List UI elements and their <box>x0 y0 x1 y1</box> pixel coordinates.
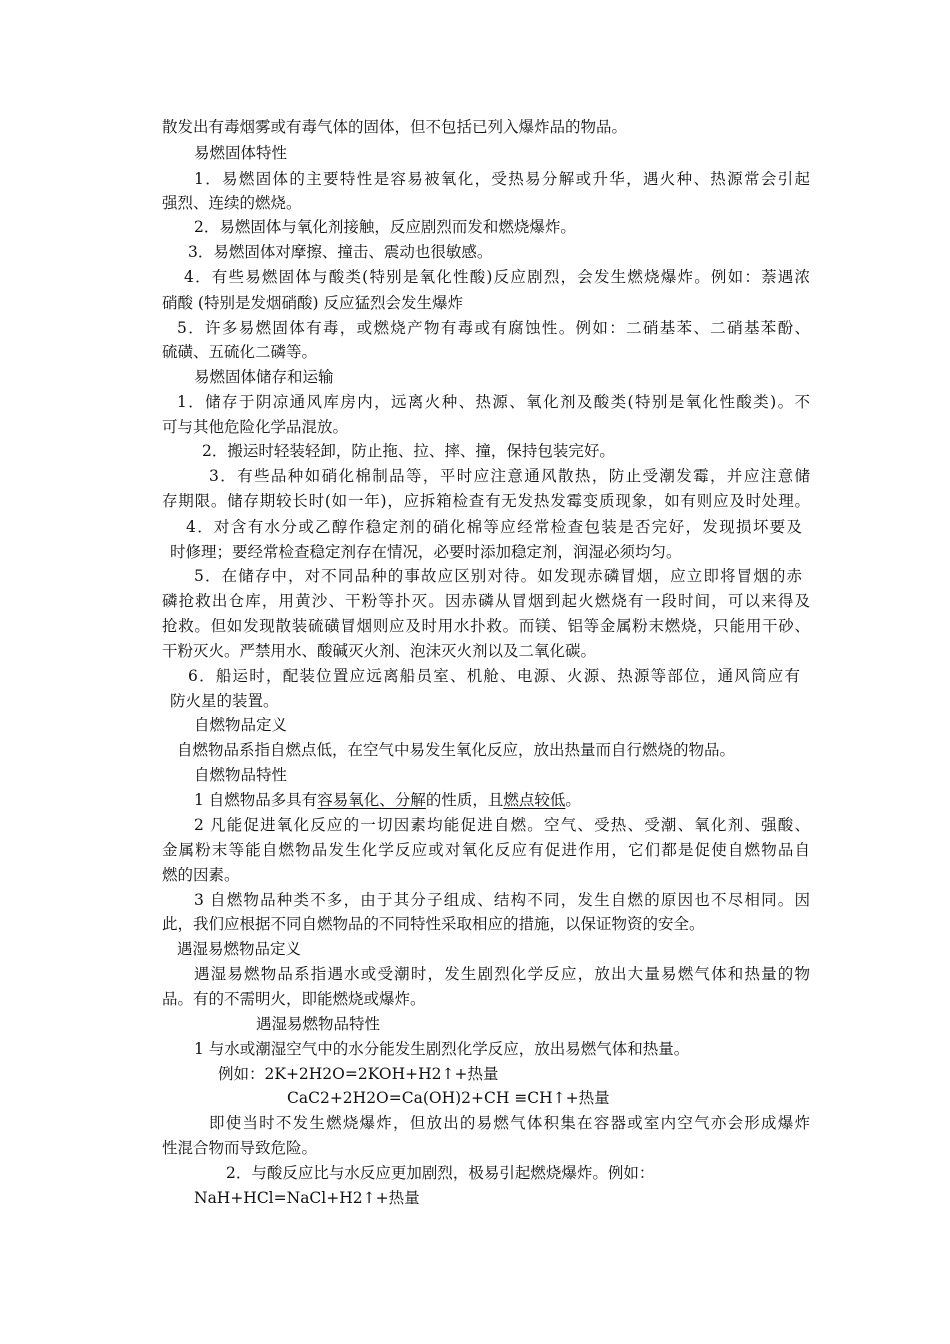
text-run: 。 <box>565 791 581 809</box>
paragraph-line: 时修理；要经常检查稳定剂存在情况，必要时添加稳定剂，润湿必须均匀。 <box>170 543 682 561</box>
paragraph-line: 硫磺、五硫化二磷等。 <box>162 343 318 361</box>
paragraph-line: 金属粉末等能自燃物品发生化学反应或对氧化反应有促进作用，它们都是促使自燃物品自 <box>162 841 810 859</box>
paragraph-line: 磷抢救出仓库，用黄沙、干粉等扑灭。因赤磷从冒烟到起火燃烧有一段时间，可以来得及 <box>162 592 810 610</box>
section-heading: 遇湿易燃物品定义 <box>177 940 302 958</box>
paragraph-line <box>194 789 581 811</box>
paragraph-line: 5．在储存中，对不同品种的事故应区别对待。如发现赤磷冒烟，应立即将冒烟的赤 <box>194 567 802 585</box>
formula-line: NaH+HCl=NaCl+H2↑+热量 <box>194 1189 420 1207</box>
paragraph-line: 2．易燃固体与氧化剂接触，反应剧烈而发和燃烧爆炸。 <box>194 218 576 236</box>
paragraph-line: 散发出有毒烟雾或有毒气体的固体，但不包括已列入爆炸品的物品。 <box>162 118 628 136</box>
paragraph-line: 即使当时不发生燃烧爆炸，但放出的易燃气体积集在容器或室内空气亦会形成爆炸 <box>209 1114 810 1132</box>
paragraph-line: 可与其他危险化学品混放。 <box>162 418 349 436</box>
paragraph-line: 强烈、连续的燃烧。 <box>162 194 302 212</box>
paragraph-line: 2．搬运时轻装轻卸，防止拖、拉、摔、撞，保持包装完好。 <box>202 442 615 460</box>
paragraph-line: 性混合物而导致危险。 <box>162 1139 318 1157</box>
section-heading: 自燃物品特性 <box>194 766 288 784</box>
paragraph-line: 防火星的装置。 <box>170 692 279 710</box>
paragraph-line: 1 与水或潮湿空气中的水分能发生剧烈化学反应，放出易燃气体和热量。 <box>194 1040 690 1058</box>
section-heading: 遇湿易燃物品特性 <box>256 1015 381 1033</box>
paragraph-line: 遇湿易燃物品系指遇水或受潮时，发生剧烈化学反应，放出大量易燃气体和热量的物 <box>194 965 810 983</box>
paragraph-line: 6．船运时，配装位置应远离船员室、机舱、电源、火源、热源等部位，通风筒应有 <box>188 667 800 685</box>
paragraph-line: 存期限。储存期较长时(如一年)，应拆箱检查有无发热发霉变质现象，如有则应及时处理。 <box>162 492 810 510</box>
underlined-text: 容易氧化、分解 <box>317 791 426 809</box>
paragraph-line: 干粉灭火。严禁用水、酸碱灭火剂、泡沫灭火剂以及二氧化碳。 <box>162 642 597 660</box>
paragraph-line: 燃的因素。 <box>162 866 240 884</box>
paragraph-line: 2 凡能促进氧化反应的一切因素均能促进自燃。空气、受热、受潮、氧化剂、强酸、 <box>194 816 810 834</box>
paragraph-line: 3 自燃物品种类不多，由于其分子组成、结构不同，发生自燃的原因也不尽相同。因 <box>194 891 810 909</box>
paragraph-line: 抢救。但如发现散装硫磺冒烟则应及时用水扑救。而镁、铝等金属粉末燃烧，只能用干砂、 <box>162 617 810 635</box>
section-heading: 自燃物品定义 <box>194 716 288 734</box>
paragraph-line: 3．易燃固体对摩擦、撞击、震动也很敏感。 <box>188 243 493 261</box>
section-heading: 易燃固体特性 <box>194 144 288 162</box>
formula-line: 例如：2K+2H2O=2KOH+H2↑+热量 <box>218 1065 499 1083</box>
paragraph-line: 1．易燃固体的主要特性是容易被氧化，受热易分解或升华，遇火种、热源常会引起 <box>194 170 810 188</box>
paragraph-line: 品。有的不需明火，即能燃烧或爆炸。 <box>162 990 426 1008</box>
text-run: 1 自燃物品多具有 <box>194 791 318 809</box>
formula-line: CaC2+2H2O=Ca(OH)2+CH ≡CH↑+热量 <box>287 1089 610 1107</box>
paragraph-line: 1．储存于阴凉通风库房内，远离火种、热源、氧化剂及酸类(特别是氧化性酸类)。不 <box>177 393 810 411</box>
paragraph-line: 硝酸 (特别是发烟硝酸) 反应猛烈会发生爆炸 <box>162 294 463 312</box>
paragraph-line: 4．对含有水分或乙醇作稳定剂的硝化棉等应经常检查包装是否完好，发现损坏要及 <box>186 518 802 536</box>
paragraph-line: 自燃物品系指自燃点低，在空气中易发生氧化反应，放出热量而自行燃烧的物品。 <box>177 741 736 759</box>
paragraph-line: 5．许多易燃固体有毒，或燃烧产物有毒或有腐蚀性。例如：二硝基苯、二硝基苯酚、 <box>177 319 810 337</box>
underlined-text: 燃点较低 <box>503 791 566 809</box>
section-heading: 易燃固体储存和运输 <box>194 368 334 386</box>
paragraph-line: 3．有些品种如硝化棉制品等，平时应注意通风散热，防止受潮发霉，并应注意储 <box>209 467 810 485</box>
paragraph-line: 2．与酸反应比与水反应更加剧烈，极易引起燃烧爆炸。例如： <box>226 1164 655 1182</box>
text-run: 的性质，且 <box>425 791 504 809</box>
paragraph-line: 此，我们应根据不同自燃物品的不同特性采取相应的措施，以保证物资的安全。 <box>162 915 705 933</box>
paragraph-line: 4．有些易燃固体与酸类(特别是氧化性酸)反应剧烈，会发生燃烧爆炸。例如：萘遇浓 <box>184 268 810 286</box>
